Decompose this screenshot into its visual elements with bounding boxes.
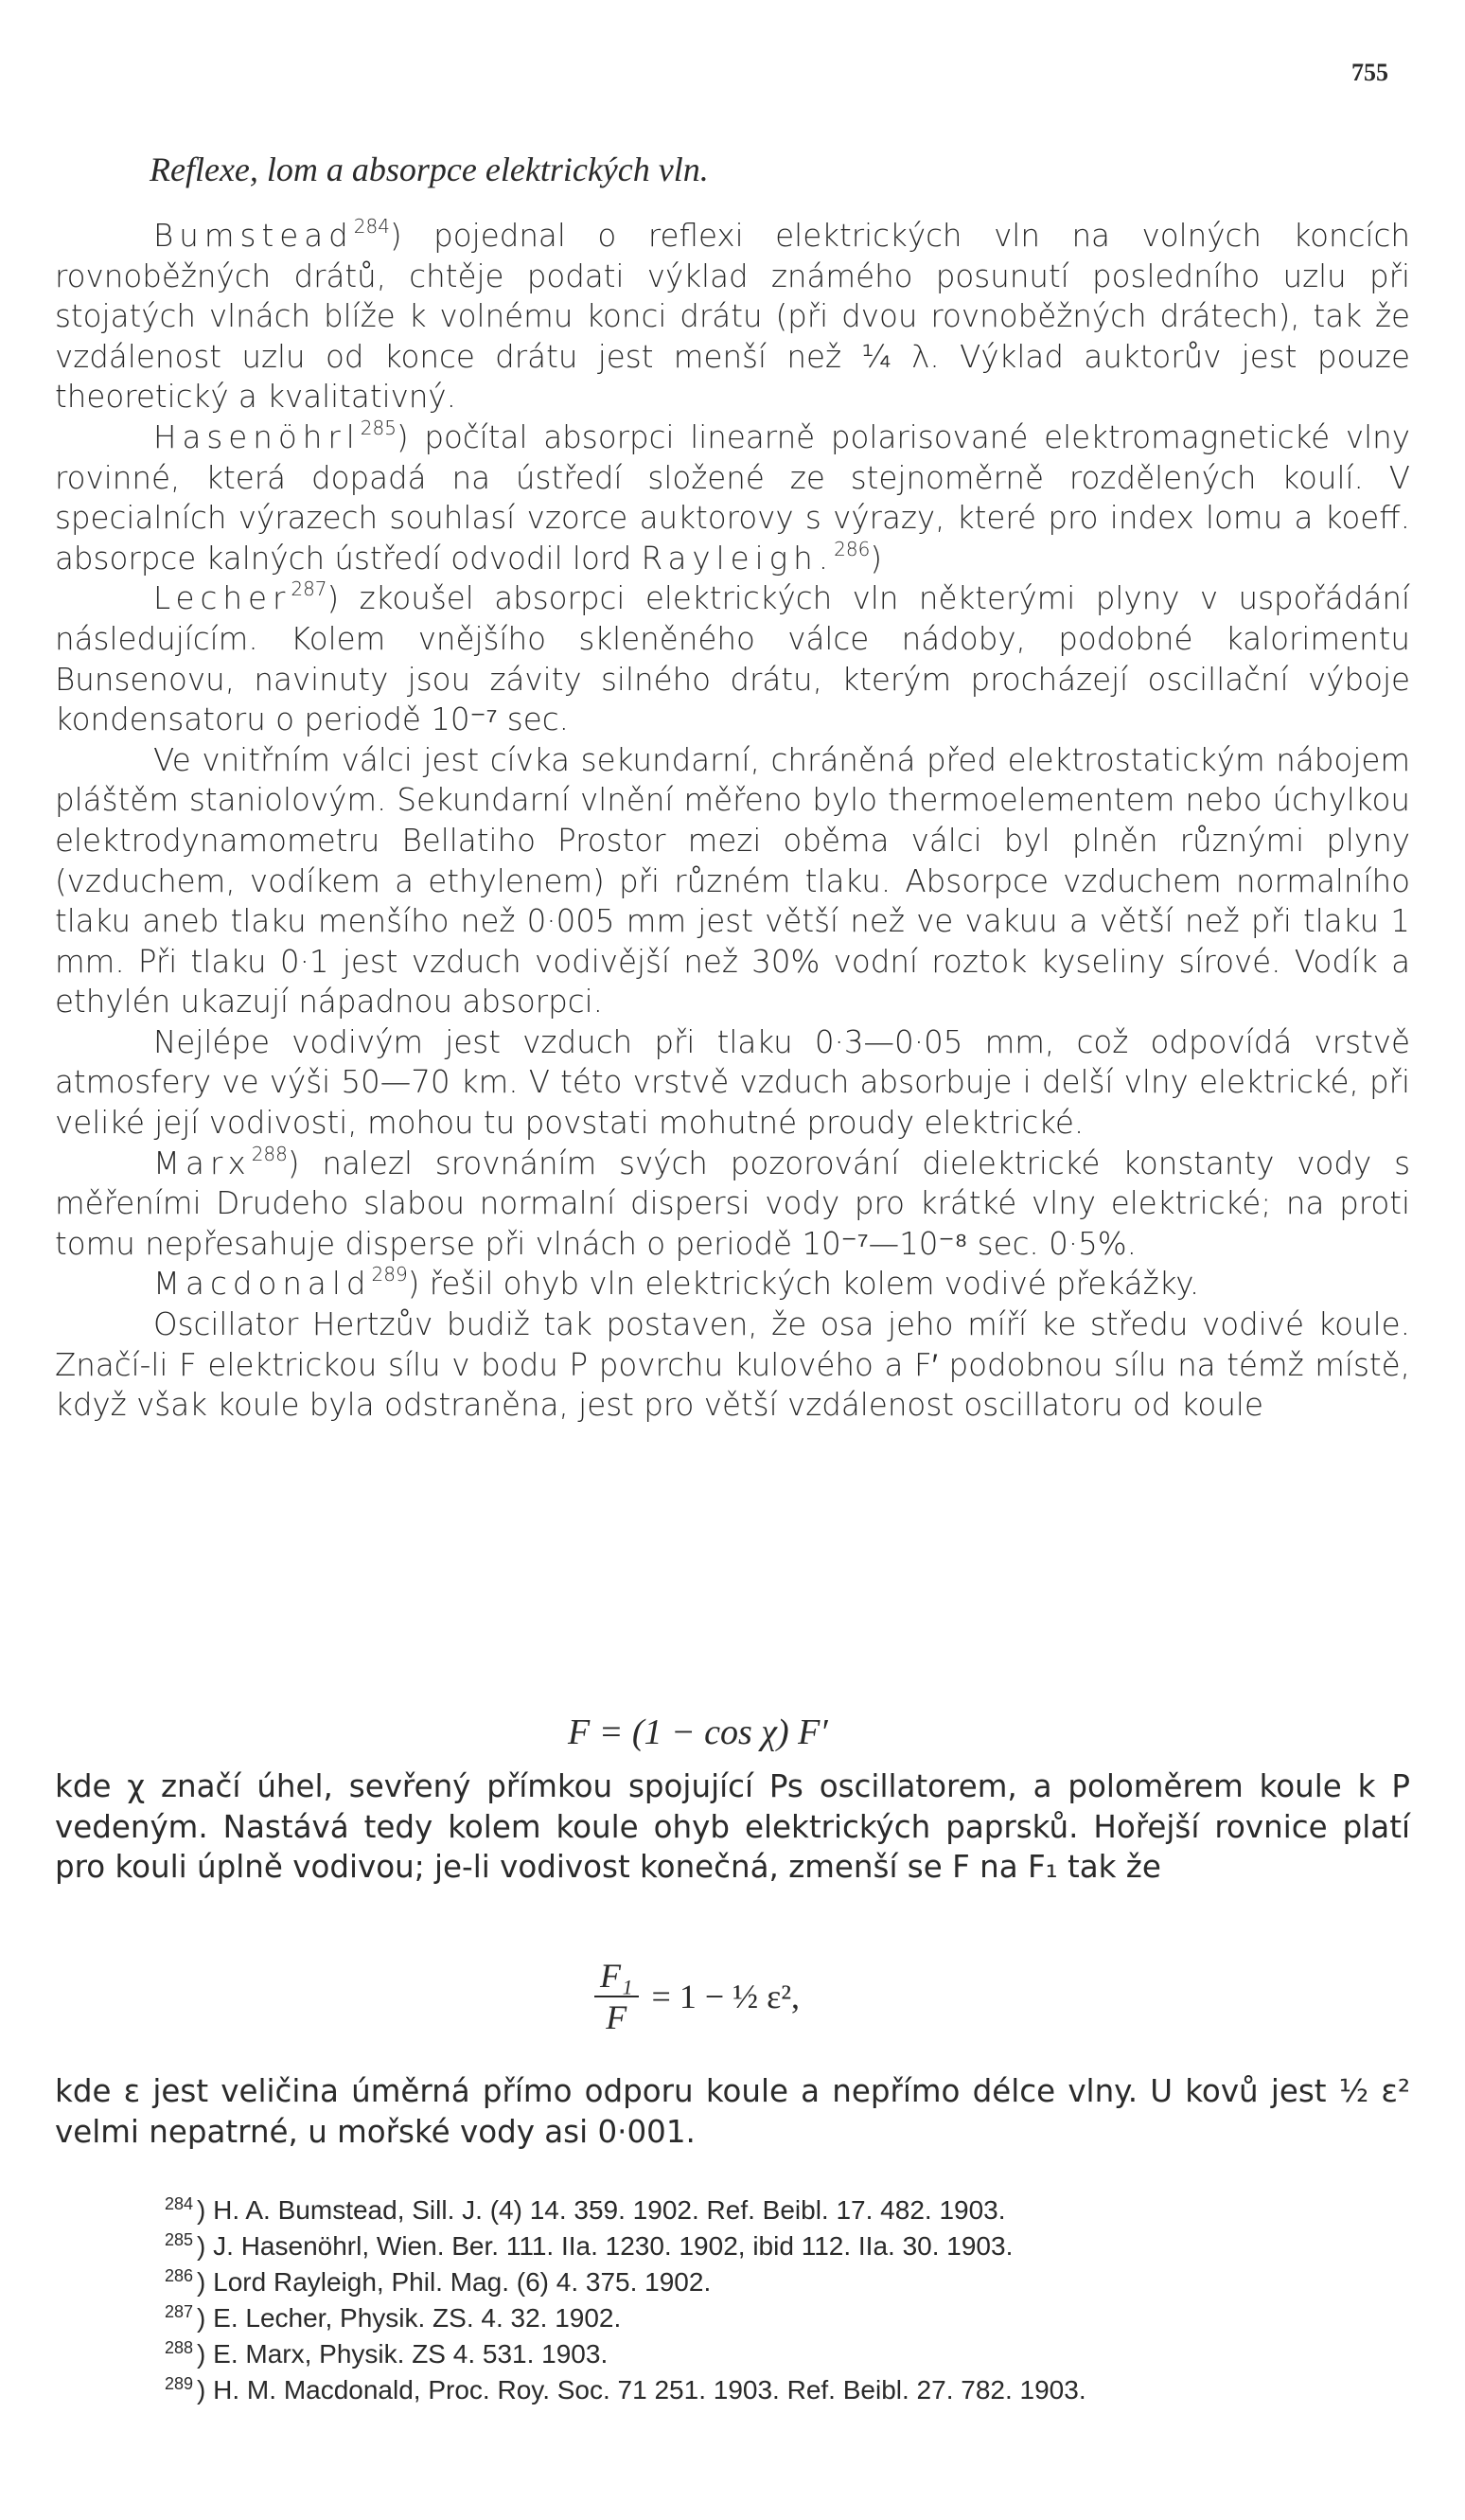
footnote-ref[interactable]: 288 (251, 1142, 288, 1165)
paragraph-text: kde ε jest veličina úměrná přímo odporu koule a nepřímo délce vlny. U kovů jest ½ ε² velmi nepatrné, u mořské vody asi 0·001. (55, 2073, 1410, 2150)
author-name: Macdonald (153, 1266, 372, 1303)
page-number: 755 (1351, 59, 1388, 86)
footnote (165, 2372, 1433, 2408)
text-after-formula-1 (55, 1766, 1410, 1888)
paragraph-text: ) zkoušel absorpci elektrických vln některými plyny v uspořádání následujícím. Kolem vnějšího skleněného válce nádoby, podobné kalorimentu Bunsenovu, navinuty jsou závity silného drátu, kterým procházejí oscillační výboje kondensatoru o periodě 10⁻⁷ sec. (55, 580, 1410, 738)
paragraph (55, 1304, 1410, 1426)
section-heading: Reflexe, lom a absorpce elektrických vln. (150, 151, 709, 188)
footnote-text: ) J. Hasenöhrl, Wien. Ber. 111. IIa. 1230. 1902, ibid 112. IIa. 30. 1903. (197, 2231, 1014, 2261)
footnote-mark: 285 (165, 2230, 194, 2249)
main-text (55, 216, 1410, 1426)
fraction (594, 1956, 639, 2037)
footnote-mark: 287 (165, 2302, 194, 2321)
author-name: Lecher (153, 580, 291, 617)
author-name: Marx (153, 1145, 252, 1181)
footnote-ref[interactable]: 284 (353, 215, 390, 238)
paragraph-text: ) počítal absorpci linearně polarisované elektromagnetické vlny rovinné, která dopadá na ústředí složené ze stejnoměrně rozdělených koulí. V specialních výrazech souhlasí vzorce auktorovy s výrazy, které pro index lomu a koeff. absorpce kalných ústředí odvodil lord (55, 418, 1410, 577)
footnote-mark: 289 (165, 2374, 194, 2393)
footnotes (165, 2192, 1433, 2408)
author-name: Hasenöhrl (153, 418, 361, 455)
paragraph (55, 578, 1410, 739)
footnote-ref[interactable]: 287 (291, 577, 327, 601)
footnote (165, 2192, 1433, 2228)
paragraph-text: ) (870, 540, 882, 577)
fraction-numerator: F₁ (594, 1956, 639, 1997)
paragraph-text: ) nalezl srovnáním svých pozorování dielektrické konstanty vody s měřeními Drudeho slabou normalní dispersi vody pro krátké vlny elektrické; na proti tomu nepřesahuje disperse při vlnách o periodě 10⁻⁷—10⁻⁸ sec. 0·5%. (55, 1145, 1410, 1262)
formula-conductivity (594, 1956, 800, 2037)
paragraph-text: ) pojednal o reflexi elektrických vln na volných koncích rovnoběžných drátů, chtěje podati výklad známého posunutí posledního uzlu při stojatých vlnách blíže k volnému konci drátu (při dvou rovnoběžných drátech), tak že vzdálenost uzlu od konce drátu jest menší než ¼ λ. Výklad auktorův jest pouze theoretický a kvalitativný. (55, 218, 1410, 416)
author-name: Rayleigh. (641, 540, 835, 577)
footnote-ref[interactable]: 286 (834, 537, 871, 560)
footnote-ref[interactable]: 285 (360, 416, 397, 439)
footnote-text: ) H. M. Macdonald, Proc. Roy. Soc. 71 251. 1903. Ref. Beibl. 27. 782. 1903. (197, 2375, 1086, 2405)
footnote (165, 2228, 1433, 2264)
paragraph-text: Oscillator Hertzův budiž tak postaven, že osa jeho míří ke středu vodivé koule. Značí-li F elektrickou sílu v bodu P povrchu kulového a F′ podobnou sílu na témž místě, když však koule byla odstraněna, jest pro větší vzdálenost oscillatoru od koule (55, 1306, 1410, 1424)
paragraph-text: Nejlépe vodivým jest vzduch při tlaku 0·3—0·05 mm, což odpovídá vrstvě atmosfery ve výši 50—70 km. V této vrstvě vzduch absorbuje i delší vlny elektrické, při veliké její vodivosti, mohou tu povstati mohutné proudy elektrické. (55, 1023, 1410, 1142)
footnote-text: ) Lord Rayleigh, Phil. Mag. (6) 4. 375. 1902. (197, 2267, 712, 2297)
footnote-ref[interactable]: 289 (371, 1263, 408, 1287)
footnote-text: ) E. Marx, Physik. ZS 4. 531. 1903. (197, 2339, 609, 2369)
paragraph-text: ) řešil ohyb vln elektrických kolem vodivé překážky. (407, 1266, 1200, 1303)
footnote-text: ) E. Lecher, Physik. ZS. 4. 32. 1902. (197, 2303, 622, 2333)
fraction-denominator: F (606, 1998, 627, 2036)
paragraph (55, 216, 1410, 417)
footnote-text: ) H. A. Bumstead, Sill. J. (4) 14. 359. 1902. Ref. Beibl. 17. 482. 1903. (197, 2195, 1006, 2225)
footnote (165, 2336, 1433, 2372)
footnote (165, 2264, 1433, 2300)
footnote-mark: 288 (165, 2338, 194, 2357)
paragraph-text: kde χ značí úhel, sevřený přímkou spojující Ps oscillatorem, a poloměrem koule k P vedeným. Nastává tedy kolem koule ohyb elektrických paprsků. Hořejší rovnice platí pro kouli úplně vodivou; je-li vodivost konečná, zmenší se F na F₁ tak že (55, 1768, 1410, 1886)
footnote (165, 2300, 1433, 2336)
footnote-mark: 286 (165, 2266, 194, 2285)
formula-rhs: = 1 − ½ ε², (651, 1978, 801, 2015)
paragraph (55, 1022, 1410, 1144)
footnote-mark: 284 (165, 2194, 194, 2213)
paragraph-text: Ve vnitřním válci jest cívka sekundarní, chráněná před elektrostatickým nábojem pláštěm staniolovým. Sekundarní vlnění měřeno bylo thermoelementem nebo úchylkou elektrodynamometru Bellatiho Prostor mezi oběma válci byl plněn různými plyny (vzduchem, vodíkem a ethylenem) při různém tlaku. Absorpce vzduchem normalního tlaku aneb tlaku menšího než 0·005 mm jest větší než ve vakuu a větší než při tlaku 1 mm. Při tlaku 0·1 jest vzduch vodivější než 30% vodní roztok kyseliny sírové. Vodík a ethylén ukazují nápadnou absorpci. (55, 741, 1410, 1020)
text-after-formula-2 (55, 2071, 1410, 2152)
paragraph (55, 1264, 1410, 1304)
paragraph (55, 1144, 1410, 1265)
formula-diffraction: F = (1 − cos χ) F′ (568, 1713, 828, 1752)
author-name: Bumstead (153, 218, 354, 254)
paragraph (55, 740, 1410, 1022)
paragraph (55, 417, 1410, 578)
